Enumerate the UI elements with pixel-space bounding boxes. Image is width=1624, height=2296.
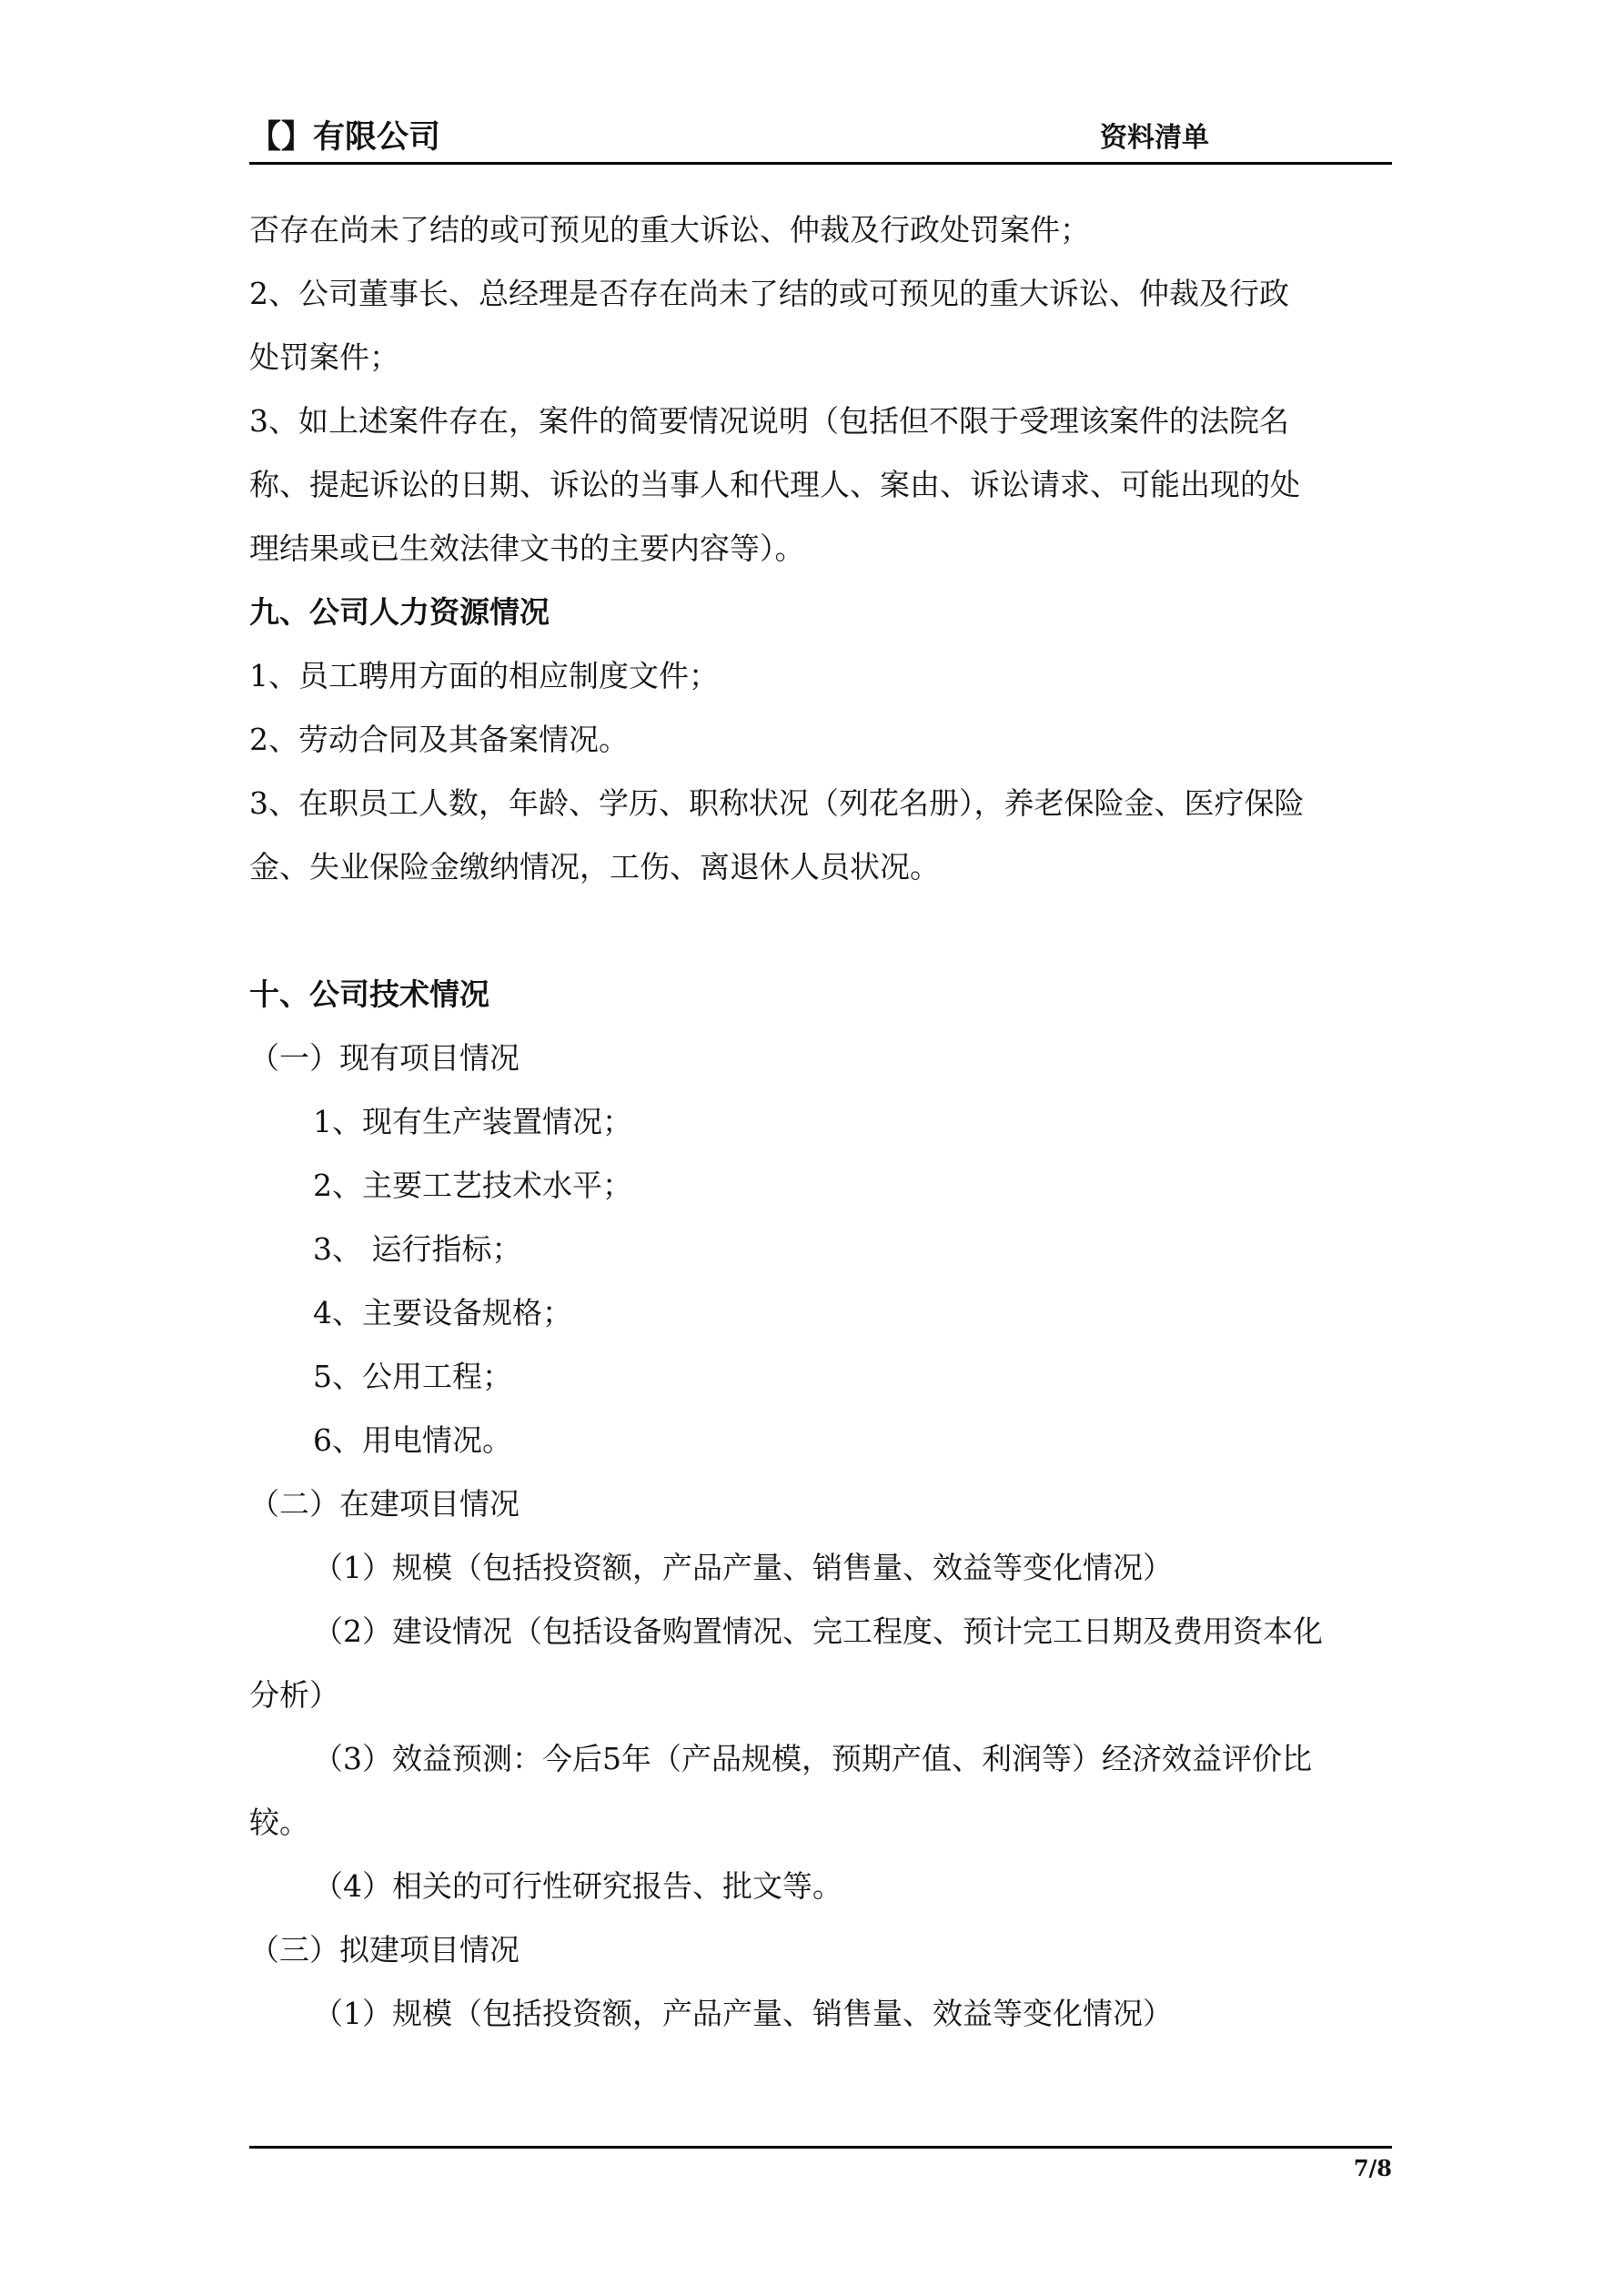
paragraph-line: 较。 — [249, 1805, 309, 1840]
subsection-heading: （二）在建项目情况 — [249, 1486, 519, 1522]
list-item: 2、主要工艺技术水平； — [313, 1168, 632, 1203]
document-body — [249, 198, 1396, 2046]
list-item: （4）相关的可行性研究报告、批文等。 — [313, 1868, 842, 1904]
paragraph-line: 3、如上述案件存在，案件的简要情况说明（包括但不限于受理该案件的法院名 — [249, 403, 1289, 439]
paragraph-line: 分析） — [249, 1677, 339, 1713]
list-item: 4、主要设备规格； — [313, 1295, 572, 1330]
subsection-heading: （三）拟建项目情况 — [249, 1932, 519, 1967]
list-item: （1）规模（包括投资额，产品产量、销售量、效益等变化情况） — [313, 1550, 1173, 1585]
list-item: 1、员工聘用方面的相应制度文件； — [249, 658, 719, 693]
section-heading-hr: 九、公司人力资源情况 — [249, 594, 550, 630]
paragraph-line: 金、失业保险金缴纳情况，工伤、离退休人员状况。 — [249, 849, 940, 885]
company-name: 【】有限公司 — [249, 119, 441, 156]
document-title: 资料清单 — [1100, 122, 1209, 154]
paragraph-line: 处罚案件； — [249, 339, 399, 375]
list-item: （1）规模（包括投资额，产品产量、销售量、效益等变化情况） — [313, 1996, 1173, 2031]
list-item: 1、现有生产装置情况； — [313, 1104, 632, 1139]
paragraph-line: 称、提起诉讼的日期、诉讼的当事人和代理人、案由、诉讼请求、可能出现的处 — [249, 467, 1300, 502]
list-item: 2、劳动合同及其备案情况。 — [249, 722, 629, 757]
list-item: （3）效益预测：今后5年（产品规模，预期产值、利润等）经济效益评价比 — [313, 1741, 1312, 1776]
page-header — [249, 115, 1392, 165]
list-item: （2）建设情况（包括设备购置情况、完工程度、预计完工日期及费用资本化 — [313, 1613, 1323, 1649]
list-item: 6、用电情况。 — [313, 1422, 512, 1458]
subsection-heading: （一）现有项目情况 — [249, 1040, 519, 1076]
page-number: 7/8 — [1353, 2155, 1392, 2181]
paragraph-line: 否存在尚未了结的或可预见的重大诉讼、仲裁及行政处罚案件； — [249, 212, 1090, 248]
paragraph-line: 2、公司董事长、总经理是否存在尚未了结的或可预见的重大诉讼、仲裁及行政 — [249, 276, 1289, 311]
section-heading-tech: 十、公司技术情况 — [249, 976, 489, 1012]
list-item: 5、公用工程； — [313, 1359, 512, 1394]
list-item: 3、在职员工人数，年龄、学历、职称状况（列花名册），养老保险金、医疗保险 — [249, 785, 1305, 821]
paragraph-line: 理结果或已生效法律文书的主要内容等）。 — [249, 531, 805, 566]
blank-line — [249, 899, 1396, 963]
footer-rule — [249, 2146, 1392, 2149]
list-item: 3、 运行指标； — [313, 1231, 522, 1267]
